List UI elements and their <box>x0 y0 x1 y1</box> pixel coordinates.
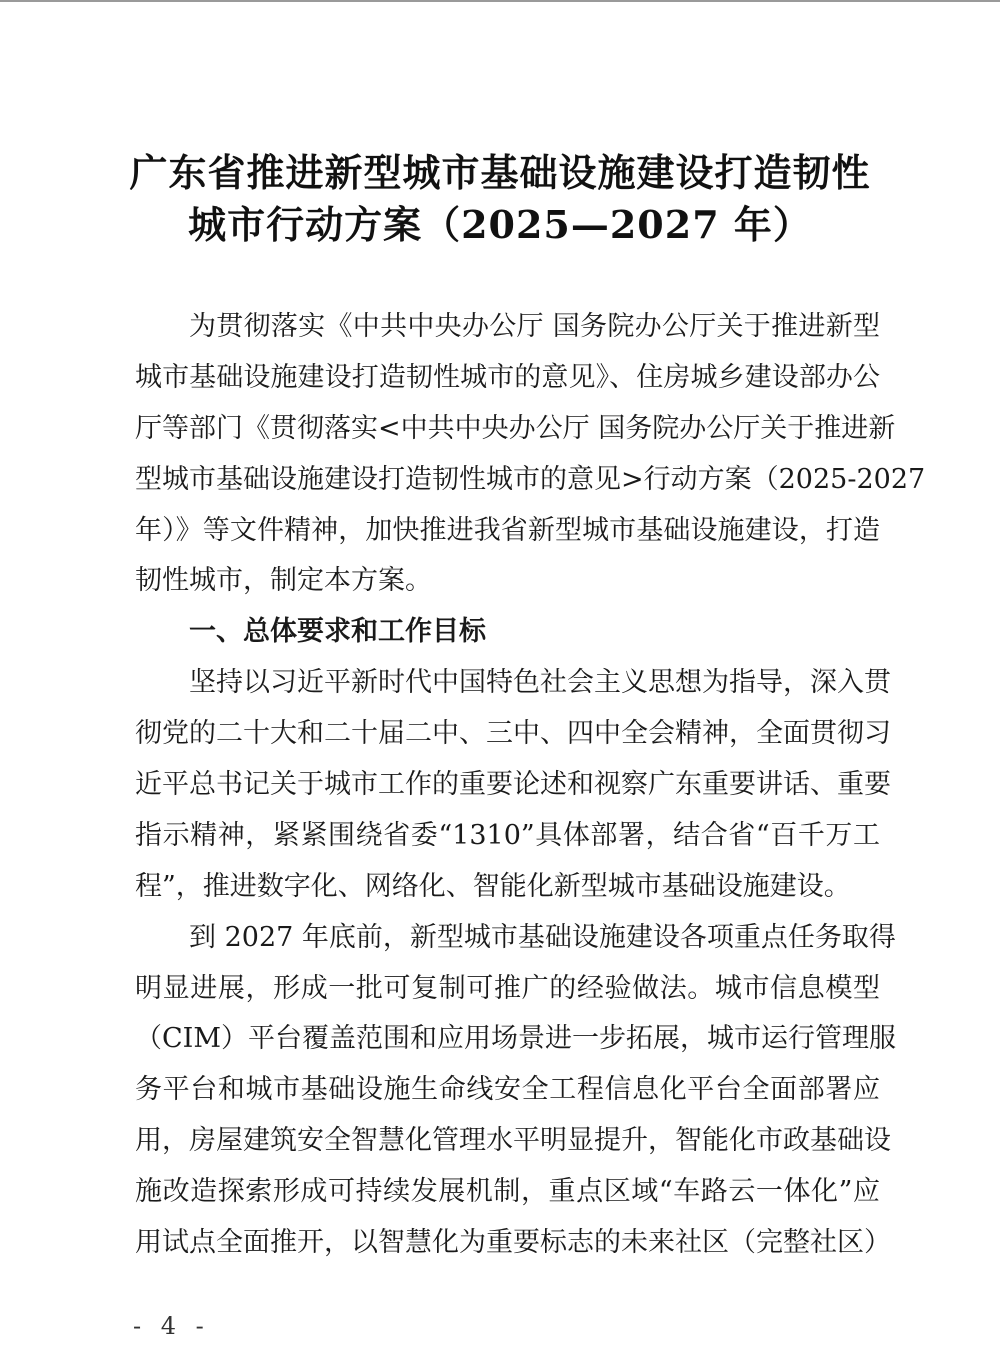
paragraph-3-line: 务平台和城市基础设施生命线安全工程信息化平台全面部署应 <box>135 1074 880 1106</box>
paragraph-2-line: 彻党的二十大和二十届二中、三中、四中全会精神，全面贯彻习 <box>135 718 891 750</box>
paragraph-2-line: 近平总书记关于城市工作的重要论述和视察广东重要讲话、重要 <box>135 769 891 801</box>
paragraph-3-line: 施改造探索形成可持续发展机制，重点区域“车路云一体化”应 <box>135 1176 880 1208</box>
paragraph-2-line: 程”，推进数字化、网络化、智能化新型城市基础设施建设。 <box>135 870 851 902</box>
section-heading: 一、总体要求和工作目标 <box>189 616 486 648</box>
paragraph-1-line: 厅等部门《贯彻落实<中共中央办公厅 国务院办公厅关于推进新 <box>135 412 896 444</box>
document-body <box>135 302 926 1269</box>
paragraph-1-line: 韧性城市，制定本方案。 <box>135 565 432 597</box>
paragraph-3-line: 明显进展，形成一批可复制可推广的经验做法。城市信息模型 <box>135 972 880 1004</box>
document-title-line-2: 城市行动方案（2025—2027 年） <box>188 202 812 247</box>
paragraph-1-line: 型城市基础设施建设打造韧性城市的意见>行动方案（2025-2027 <box>135 463 926 495</box>
page-number: - 4 - <box>133 1312 210 1340</box>
paragraph-1-line: 年）》等文件精神，加快推进我省新型城市基础设施建设，打造 <box>135 514 880 546</box>
paragraph-2-line: 坚持以习近平新时代中国特色社会主义思想为指导，深入贯 <box>189 667 891 699</box>
document-title-line-1: 广东省推进新型城市基础设施建设打造韧性 <box>129 150 871 195</box>
paragraph-3-line: 到 2027 年底前，新型城市基础设施建设各项重点任务取得 <box>189 921 896 953</box>
paragraph-2-line: 指示精神，紧紧围绕省委“1310”具体部署，结合省“百千万工 <box>135 819 880 851</box>
paragraph-1-line: 为贯彻落实《中共中央办公厅 国务院办公厅关于推进新型 <box>189 311 880 342</box>
paragraph-3-line: 用试点全面推开，以智慧化为重要标志的未来社区（完整社区） <box>135 1227 891 1259</box>
paragraph-3-line: 用，房屋建筑安全智慧化管理水平明显提升，智能化市政基础设 <box>135 1125 891 1157</box>
paragraph-3-line: （CIM）平台覆盖范围和应用场景进一步拓展，城市运行管理服 <box>135 1023 896 1055</box>
paragraph-1-line: 城市基础设施建设打造韧性城市的意见》、住房城乡建设部办公 <box>135 361 880 393</box>
top-border-line <box>0 0 1000 2</box>
